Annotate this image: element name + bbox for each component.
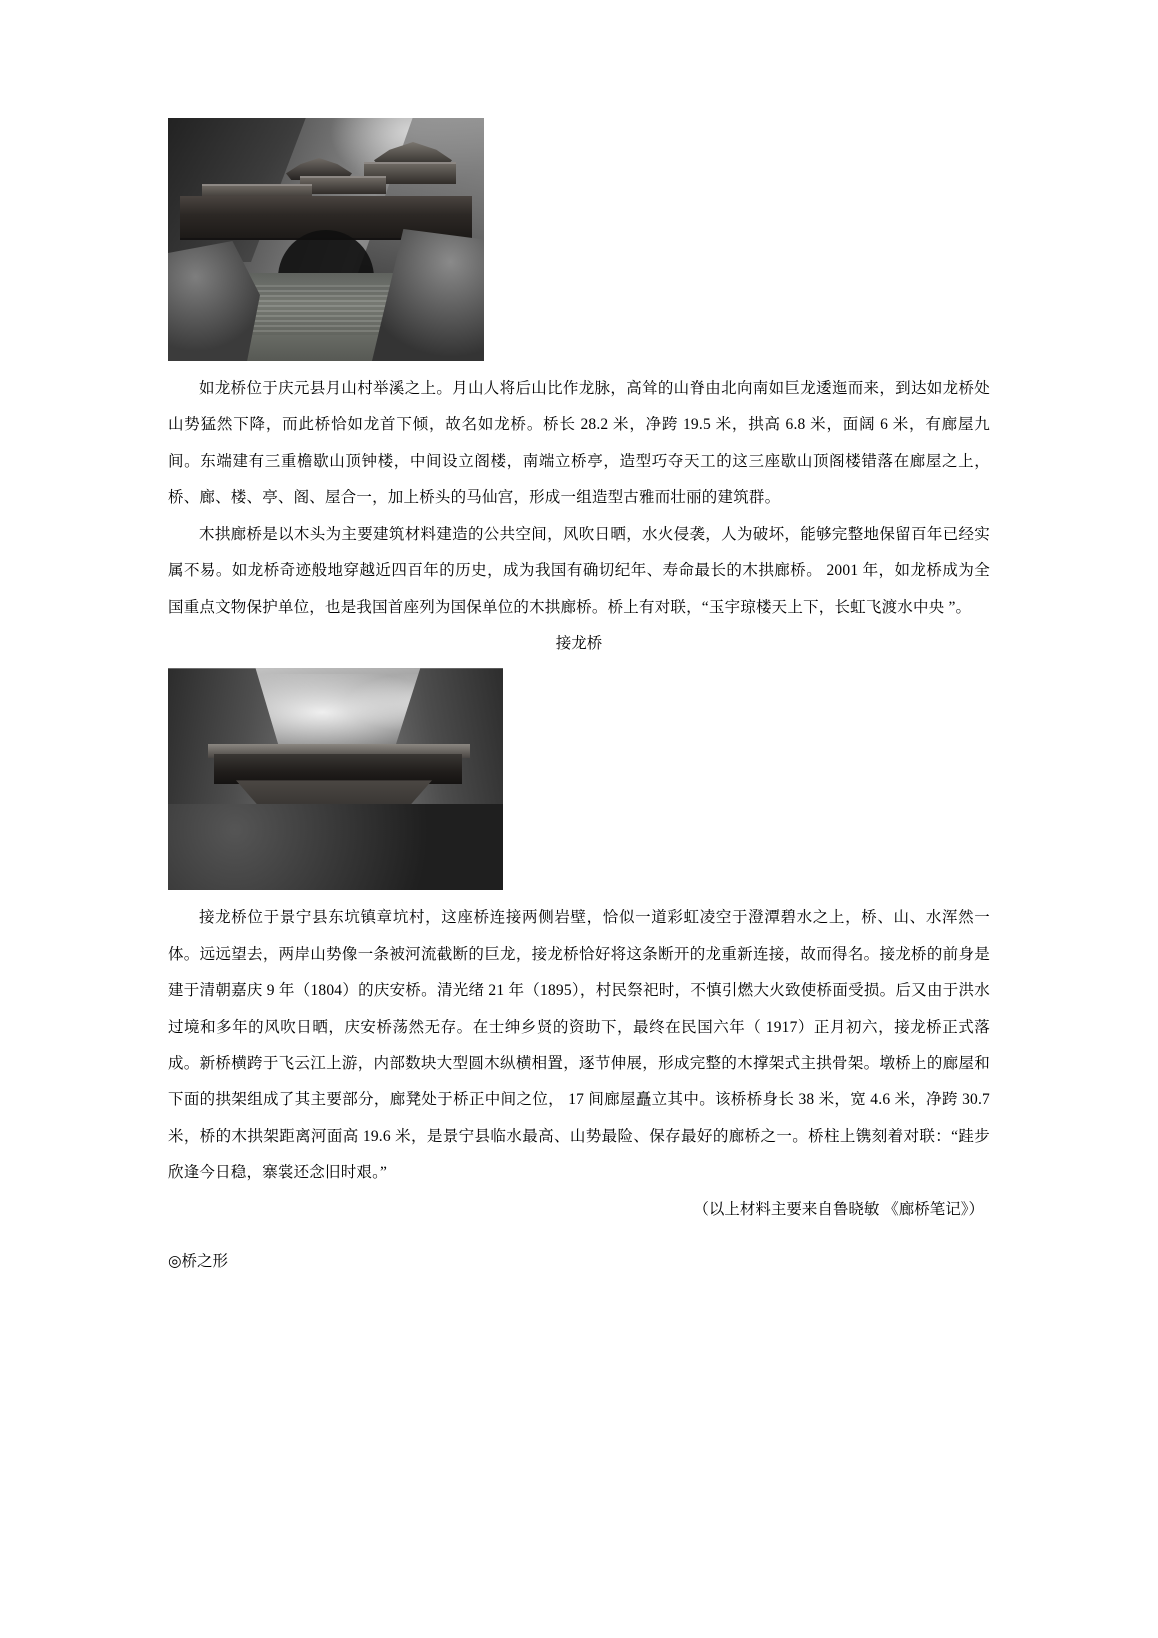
source-note: （以上材料主要来自鲁晓敏 《廊桥笔记》）: [693, 1200, 984, 1218]
photo-rulong-scene: [168, 118, 484, 361]
jielong-bridge-photo: [168, 668, 503, 890]
footer-heading: ◎桥之形: [168, 1253, 229, 1271]
section-title-jielong: 接龙桥: [555, 634, 603, 652]
paragraph-rulong-description: 如龙桥位于庆元县月山村举溪之上。月山人将后山比作龙脉，高耸的山脊由北向南如巨龙逶迤而来，到达如龙桥处山势猛然下降，而此桥恰如龙首下倾，故名如龙桥。桥长 28.2 米，净跨 19.5 米，拱高 6.8 米，面阔 6 米，有廊屋九间。东端建有三重檐歇山顶钟楼，中间设立阁楼，南端立桥亭，造型巧夺天工的这三座歇山顶阁楼错落在廊屋之上，桥、廊、楼、亭、阁、屋合一，加上桥头的马仙宫，形成一组造型古雅而壮丽的建筑群。: [168, 380, 990, 507]
photo-jielong-scene: [168, 668, 503, 890]
paragraph-jielong-description: 接龙桥位于景宁县东坑镇章坑村，这座桥连接两侧岩壁，恰似一道彩虹凌空于澄潭碧水之上，桥、山、水浑然一体。远远望去，两岸山势像一条被河流截断的巨龙，接龙桥恰好将这条断开的龙重新连接，故而得名。接龙桥的前身是建于清朝嘉庆 9 年（1804）的庆安桥。清光绪 21 年（1895），村民祭祀时，不慎引燃大火致使桥面受损。后又由于洪水过境和多年的风吹日晒，庆安桥荡然无存。在士绅乡贤的资助下，最终在民国六年（ 1917）正月初六，接龙桥正式落成。新桥横跨于飞云江上游，内部数块大型圆木纵横相置，逐节伸展，形成完整的木撑架式主拱骨架。墩桥上的廊屋和下面的拱架组成了其主要部分，廊凳处于桥正中间之位， 17 间廊屋矗立其中。该桥桥身长 38 米，宽 4.6 米，净跨 30.7 米，桥的木拱架距离河面高 19.6 米，是景宁县临水最高、山势最险、保存最好的廊桥之一。桥柱上镌刻着对联：“跬步欣逢今日稳，寨裳还念旧时艰。”: [168, 909, 990, 1182]
rulong-bridge-photo: [168, 118, 484, 361]
paragraph-wooden-arch-bridge: 木拱廊桥是以木头为主要建筑材料建造的公共空间，风吹日晒，水火侵袭，人为破坏，能够完整地保留百年已经实属不易。如龙桥奇迹般地穿越近四百年的历史，成为我国有确切纪年、寿命最长的木拱廊桥。 2001 年，如龙桥成为全国重点文物保护单位，也是我国首座列为国保单位的木拱廊桥。桥上有对联，“玉宇琼楼天上下，长虹飞渡水中央 ”。: [168, 525, 990, 616]
bridge-roof-section-2: [300, 176, 386, 194]
jielong-bridge-body: [214, 754, 462, 784]
valley-vegetation: [168, 804, 503, 890]
document-content: [168, 118, 990, 1277]
